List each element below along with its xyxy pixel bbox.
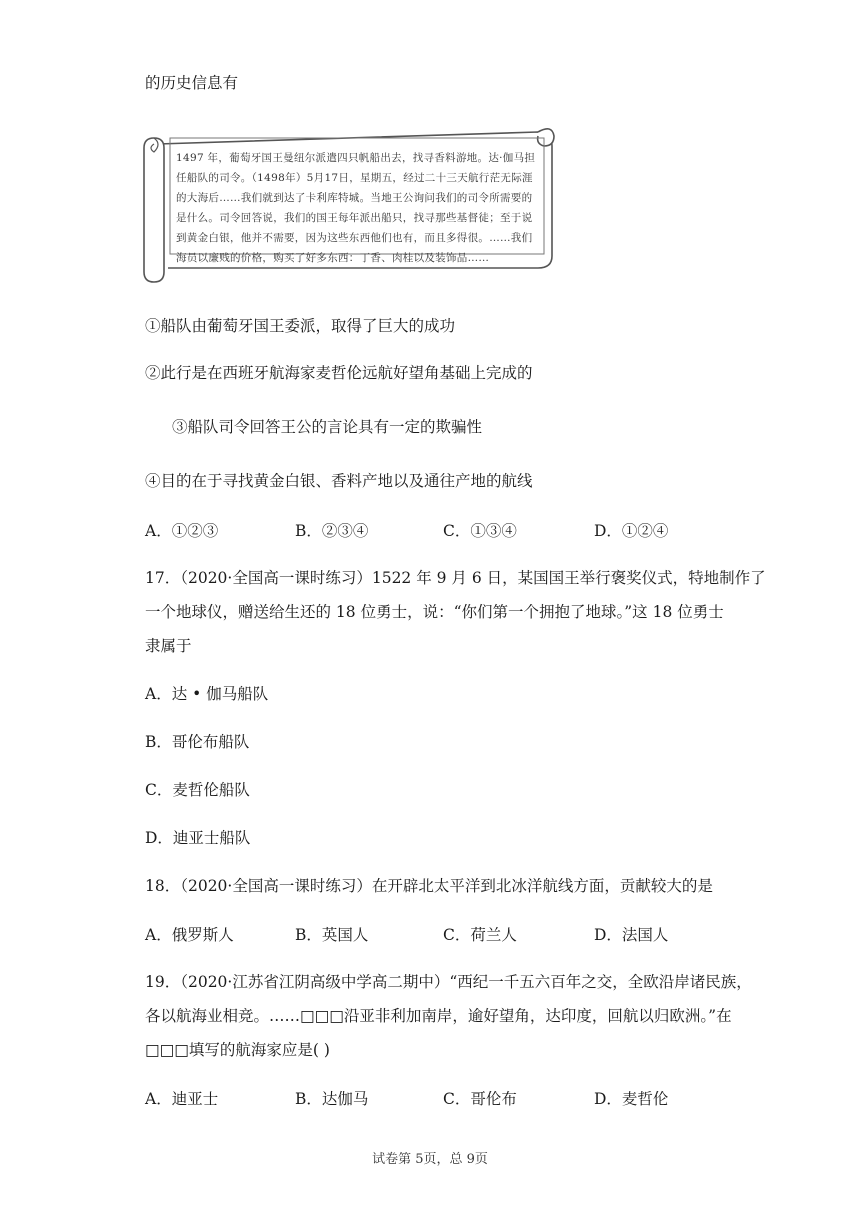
q17-option-c[interactable]: C．麦哲伦船队 [145,781,250,799]
q17-option-d[interactable]: D．迪亚士船队 [145,829,251,847]
q16-statement-4: ④目的在于寻找黄金白银、香料产地以及通往产地的航线 [145,472,533,490]
q17-stem-line-3: 隶属于 [145,637,192,655]
scroll-illustration [140,122,558,288]
intro-tail: 的历史信息有 [145,74,239,92]
q16-statement-2: ②此行是在西班牙航海家麦哲伦远航好望角基础上完成的 [145,364,533,382]
q19-stem-line-2: 各以航海业相竞。……□□□沿亚非利加南岸，逾好望角，达印度，回航以归欧洲。”在 [145,1007,732,1025]
q17-stem-line-1: 17．（2020·全国高一课时练习）1522 年 9 月 6 日，某国国王举行褒奖仪式，特地制作了 [145,569,766,587]
q16-option-c[interactable]: C．①③④ [443,522,517,540]
q19-stem-line-3: □□□填写的航海家应是( ) [145,1041,330,1059]
q18-option-a[interactable]: A．俄罗斯人 [145,926,234,944]
q16-statement-1: ①船队由葡萄牙国王委派，取得了巨大的成功 [145,317,456,335]
q19-option-a[interactable]: A．迪亚士 [145,1090,219,1108]
page-footer: 试卷第 5页，总 9页 [372,1152,488,1167]
q17-option-b[interactable]: B．哥伦布船队 [145,733,250,751]
q18-option-c[interactable]: C．荷兰人 [443,926,517,944]
q16-option-a[interactable]: A．①②③ [145,522,219,540]
q19-stem-line-1: 19．（2020·江苏省江阴高级中学高二期中）“西纪一千五六百年之交，全欧沿岸诸民族， [145,973,752,991]
q19-option-c[interactable]: C．哥伦布 [443,1090,517,1108]
q17-option-a[interactable]: A．达 • 伽马船队 [145,685,269,703]
q18-option-b[interactable]: B．英国人 [295,926,369,944]
q16-statement-3: ③船队司令回答王公的言论具有一定的欺骗性 [172,418,483,436]
q19-option-d[interactable]: D．麦哲伦 [594,1090,669,1108]
q16-option-b[interactable]: B．②③④ [295,522,369,540]
q19-option-b[interactable]: B．达伽马 [295,1090,369,1108]
q17-stem-line-2: 一个地球仪，赠送给生还的 18 位勇士，说：“你们第一个拥抱了地球。”这 18 位勇士 [145,603,724,621]
scroll-text: 1497 年，葡萄牙国王曼纽尔派遣四只帆船出去，找寻香料游地。达·伽马担任船队的司令。（1498年）5月17日，星期五，经过二十三天航行茫无际涯的大海后……我们就到达了卡利库特城。当地王公询问我们的司令所需要的是什么。司令回答说，我们的国王每年派出船只，找寻那些基督徒；至于说到黄金白银，他并不需要，因为这些东西他们也有，而且多得很。……我们海员以廉贱的价格，购买了好多东西：丁香、肉桂以及装饰品…… [176,152,536,264]
q18-option-d[interactable]: D．法国人 [594,926,669,944]
q18-stem: 18．（2020·全国高一课时练习）在开辟北太平洋到北冰洋航线方面，贡献较大的是 [145,877,713,895]
q16-option-d[interactable]: D．①②④ [594,522,669,540]
